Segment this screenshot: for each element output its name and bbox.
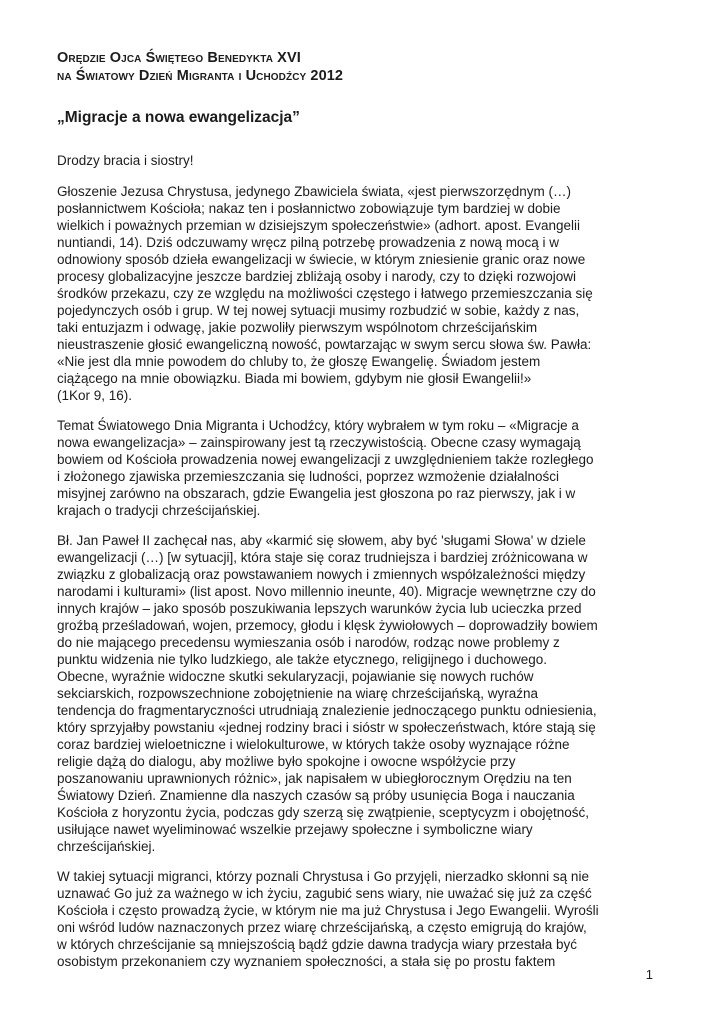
text-line: Obecne, wyraźnie widoczne skutki sekularyzacji, pojawianie się nowych ruchów xyxy=(57,669,534,684)
text-line: nieustraszenie głosić ewangeliczną nowość, powtarzając w swym sercu słowa św. Pawła: xyxy=(57,337,592,352)
text-line: W takiej sytuacji migranci, którzy poznali Chrystusa i Go przyjęli, nierzadko skłonni są nie xyxy=(57,869,589,884)
text-line: bowiem od Kościoła prowadzenia nowej ewangelizacji z uwzględnieniem także rozległego xyxy=(57,452,594,467)
paragraph xyxy=(57,183,675,404)
text-line: taki entuzjazm i odwagę, jakie pozwoliły pierwszym wspólnotom chrześcijańskim xyxy=(57,320,538,335)
text-line: procesy globalizacyjne jeszcze bardziej zbliżają osoby i narody, czy to dzięki rozwojowi xyxy=(57,269,576,284)
text-line: usiłujące nawet wyeliminować wszelkie przejawy społeczne i symboliczne wiary xyxy=(57,822,533,837)
text-line: Temat Światowego Dnia Migranta i Uchodźcy, który wybrałem w tym roku – «Migracje a xyxy=(57,418,579,433)
text-line: groźbą prześladowań, wojen, przemocy, głodu i klęsk żywiołowych – doprowadziły bowiem xyxy=(57,618,598,633)
text-line: Światowy Dzień. Znamienne dla naszych czasów są próby usunięcia Boga i nauczania xyxy=(57,788,575,803)
text-line: narodami i kulturami» (list apost. Novo millennio ineunte, 40). Migracje wewnętrzne czy do xyxy=(57,584,596,599)
header-line-2: na Światowy Dzień Migranta i Uchodźcy 2012 xyxy=(57,68,344,84)
text-line: posłannictwem Kościoła; nakaz ten i posłannictwo zobowiązuje tym bardziej w dobie xyxy=(57,201,561,216)
text-line: oni wśród ludów naznaczonych przez wiarę chrześcijańską, a często emigrują do krajów, xyxy=(57,920,587,935)
text-line: «Nie jest dla mnie powodem do chluby to, że głoszę Ewangelię. Świadom jestem xyxy=(57,354,541,369)
text-line: Bł. Jan Paweł II zachęcał nas, aby «karmić się słowem, aby być 'sługami Słowa' w dziele xyxy=(57,533,586,548)
text-line: sekciarskich, rozpowszechnione zobojętnienie na wiarę chrześcijańską, wyraźna xyxy=(57,686,538,701)
text-line: który sprzyjałby powstaniu «jednej rodziny braci i sióstr w społeczeństwach, które stają się xyxy=(57,720,596,735)
text-line: środków przekazu, czy ze względu na możliwości częstego i łatwego przemieszczania się xyxy=(57,286,593,301)
text-line: ciążącego na mnie obowiązku. Biada mi bowiem, gdybym nie głosił Ewangelii!» xyxy=(57,371,532,386)
text-line: (1Kor 9, 16). xyxy=(57,388,133,403)
page-number: 1 xyxy=(645,967,653,982)
text-line: w których chrześcijanie są mniejszością bądź gdzie dawna tradycja wiary przestała być xyxy=(57,937,577,952)
header-line-1: Orędzie Ojca Świętego Benedykta XVI xyxy=(57,50,301,66)
paragraph xyxy=(57,532,675,855)
text-line: związku z globalizacją oraz powstawaniem nowych i zmiennych współzależności między xyxy=(57,567,586,582)
text-line: punktu widzenia nie tylko ludzkiego, ale także etycznego, religijnego i duchowego. xyxy=(57,652,548,667)
text-line: osobistym przekonaniem czy wyznaniem społeczności, a stała się po prostu faktem xyxy=(57,954,556,969)
salutation: Drodzy bracia i siostry! xyxy=(57,153,194,168)
text-line: wielkich i poważnych przemian w dzisiejszym społeczeństwie» (adhort. apost. Evangelii xyxy=(57,218,580,233)
paragraph xyxy=(57,868,675,970)
text-line: uznawać Go już za ważnego w ich życiu, zagubić sens wiary, nie uważać się już za część xyxy=(57,886,592,901)
text-line: odnowiony sposób dzieła ewangelizacji w świecie, w którym zniesienie granic oraz nowe xyxy=(57,252,586,267)
text-line: nuntiandi, 14). Dziś odczuwamy wręcz pilną potrzebę prowadzenia z nową mocą i w xyxy=(57,235,559,250)
text-line: pojedynczych osób i grup. W tej nowej sytuacji musimy rozbudzić w sobie, każdy z nas, xyxy=(57,303,580,318)
text-line: innych krajów – jako sposób poszukiwania lepszych warunków życia lub ucieczka przed xyxy=(57,601,582,616)
text-line: Głoszenie Jezusa Chrystusa, jedynego Zbawiciela świata, «jest pierwszorzędnym (…) xyxy=(57,184,571,199)
text-line: ewangelizacji (…) [w sytuacji], która staje się coraz trudniejsza i bardziej zróżnicowana w xyxy=(57,550,588,565)
text-line: misyjnej zarówno na obszarach, gdzie Ewangelia jest głoszona po raz pierwszy, jak i w xyxy=(57,486,576,501)
text-line: Kościoła i często prowadzą życie, w którym nie ma już Chrystusa i Jego Ewangelii. Wyrośli xyxy=(57,903,599,918)
text-line: nowa ewangelizacja» – zainspirowany jest tą rzeczywistością. Obecne czasy wymagają xyxy=(57,435,581,450)
text-line: i złożonego zjawiska przemieszczania się ludności, poprzez wzmożenie działalności xyxy=(57,469,559,484)
document-title: „Migracje a nowa ewangelizacja” xyxy=(57,109,300,126)
text-line: krajach o tradycji chrześcijańskiej. xyxy=(57,503,261,518)
document-body xyxy=(57,183,675,970)
paragraph xyxy=(57,417,675,519)
document-header xyxy=(57,49,675,85)
text-line: tendencja do fragmentaryczności utrudniają znalezienie jednoczącego punktu odniesienia, xyxy=(57,703,597,718)
text-line: do nie mającego precedensu wymieszania osób i narodów, rodząc nowe problemy z xyxy=(57,635,560,650)
text-line: Kościoła z horyzontu życia, podczas gdy szerzą się zwątpienie, sceptycyzm i obojętność, xyxy=(57,805,589,820)
text-line: poszanowaniu uprawnionych różnic», jak napisałem w ubiegłorocznym Orędziu na ten xyxy=(57,771,572,786)
text-line: chrześcijańskiej. xyxy=(57,839,156,854)
text-line: religie dążą do dialogu, aby możliwe było spokojne i owocne współżycie przy xyxy=(57,754,516,769)
page-footer xyxy=(646,966,653,984)
text-line: coraz bardziej wieloetniczne i wielokulturowe, w których także osoby wyznające różne xyxy=(57,737,570,752)
